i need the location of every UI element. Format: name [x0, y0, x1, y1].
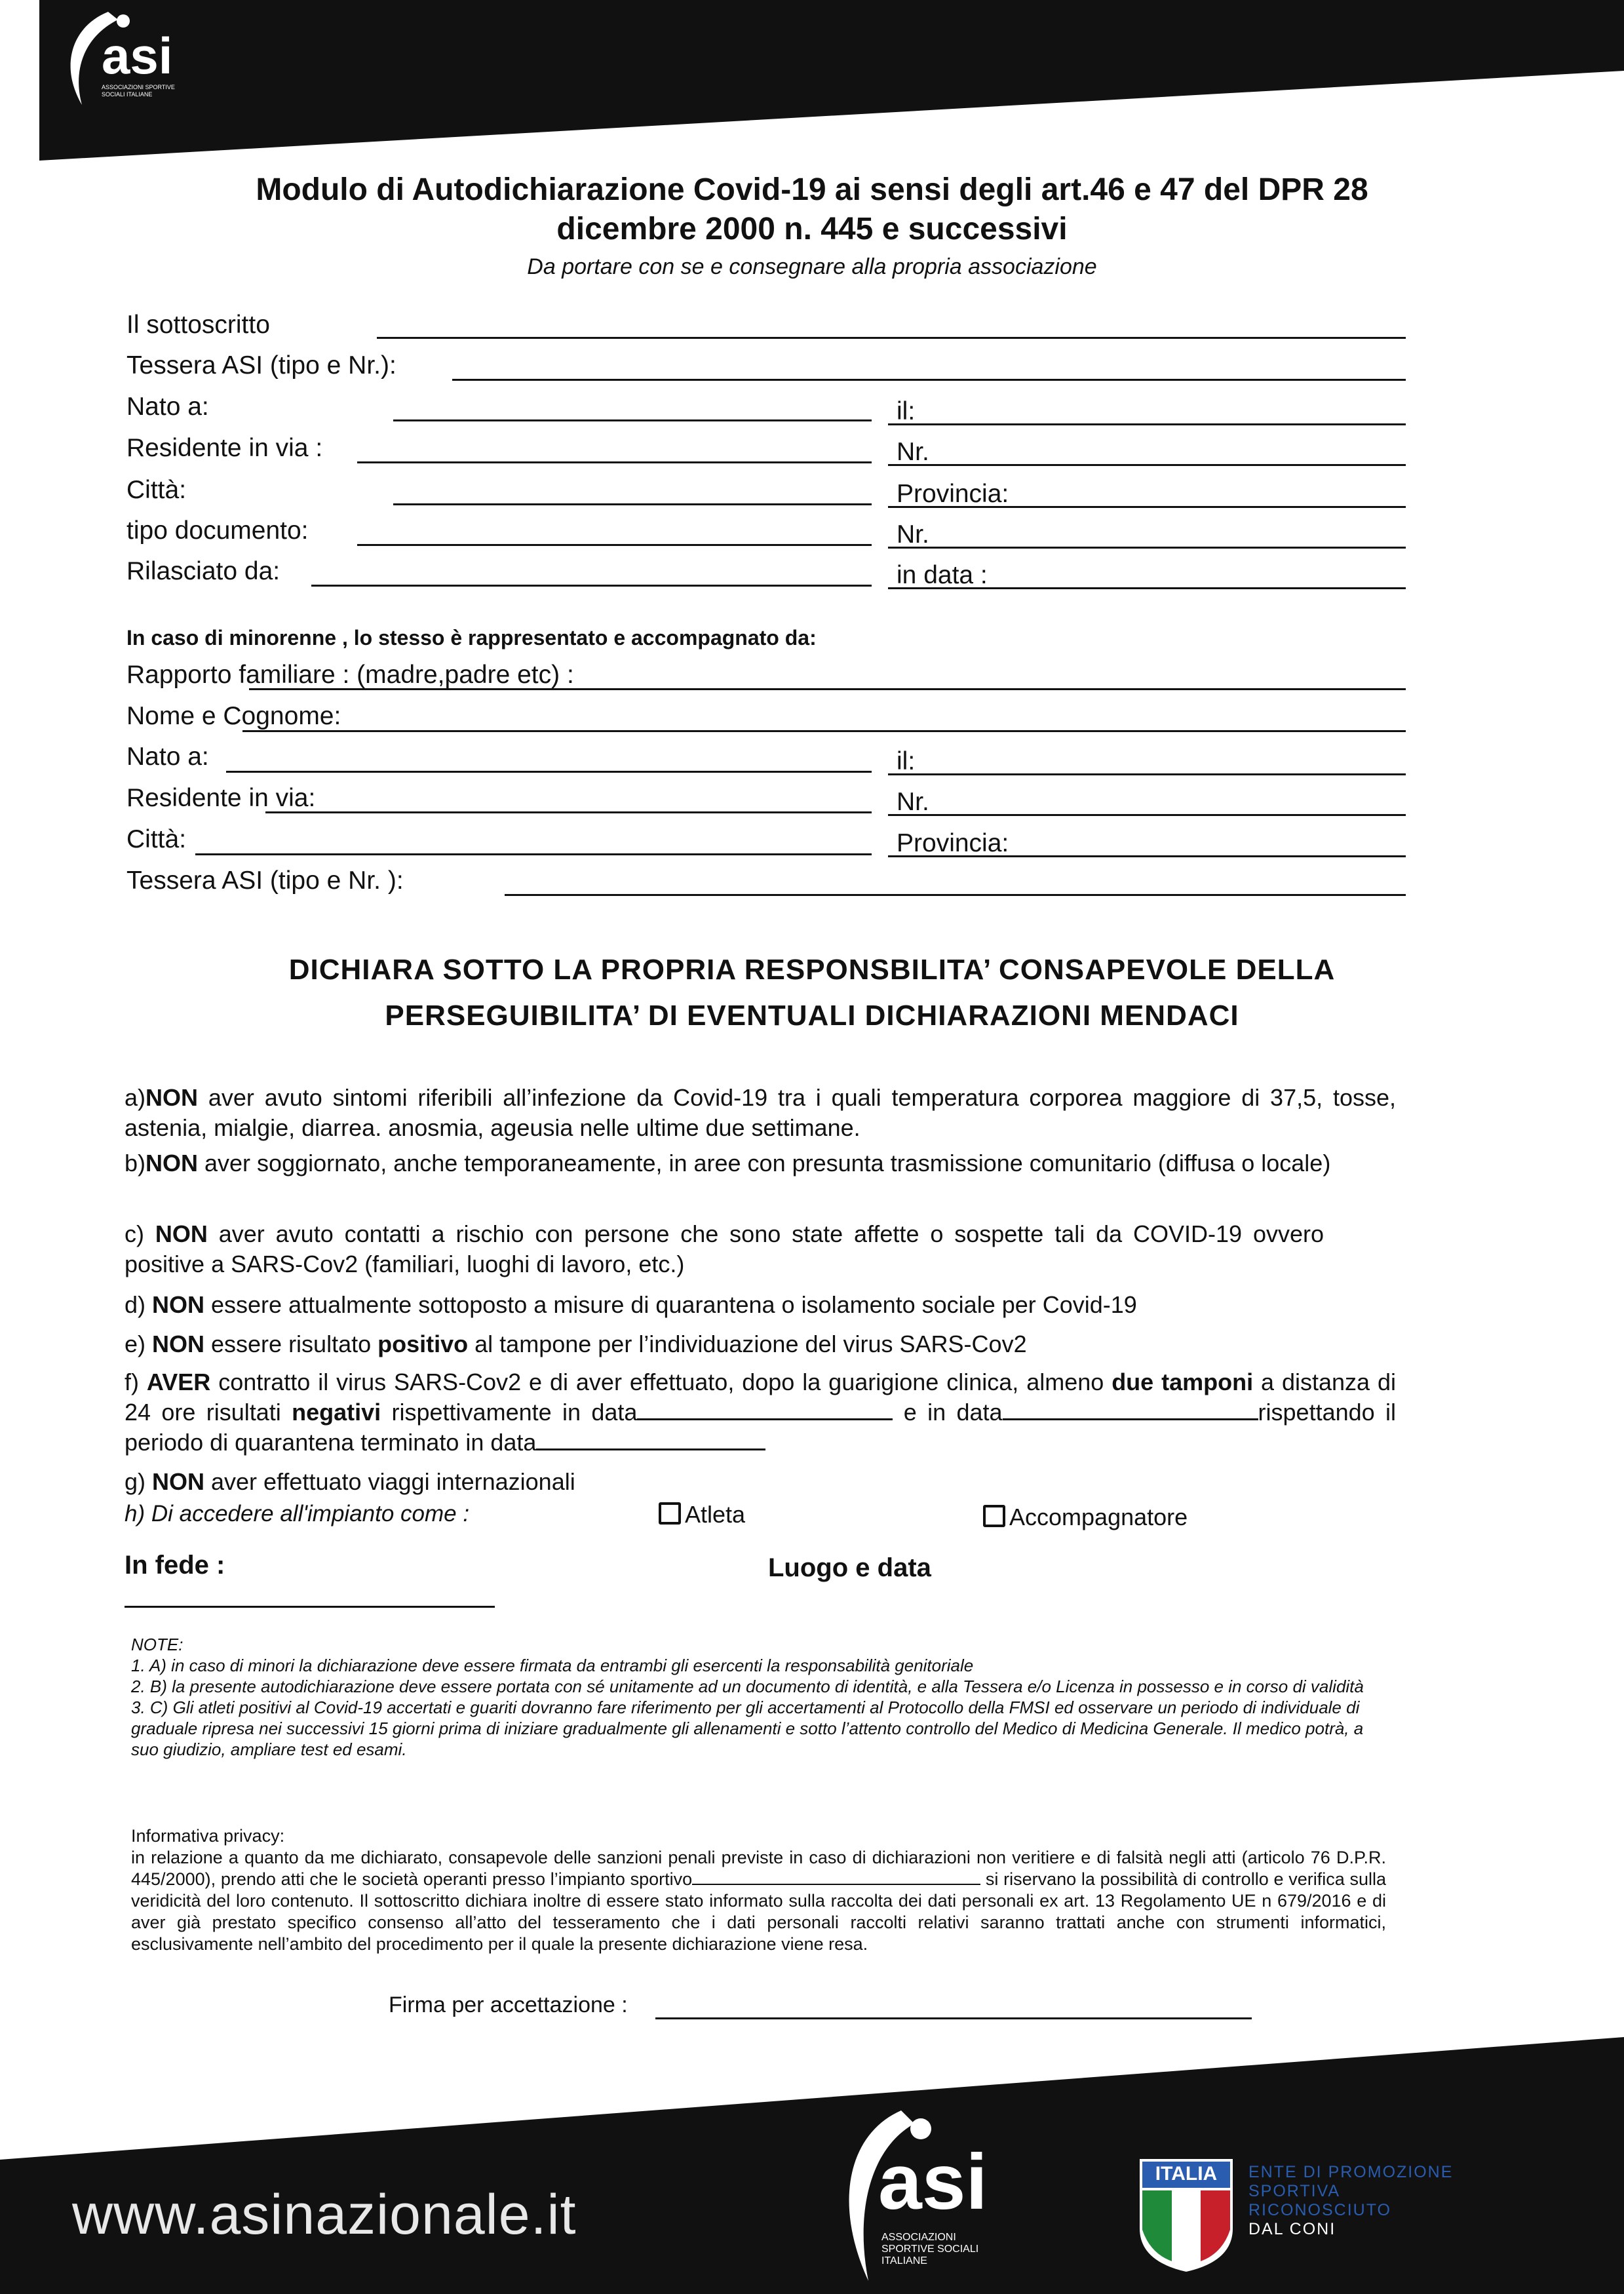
footer-url: www.asinazionale.it: [72, 2183, 577, 2246]
item-g-bold: NON: [152, 1468, 205, 1495]
item-d-text: essere attualmente sottoposto a misure di quarantena o isolamento sociale per Covid-19: [204, 1291, 1137, 1318]
field-nr-doc[interactable]: [888, 547, 1406, 549]
italia-shield: [1137, 2156, 1235, 2274]
header-logo-text: asi: [102, 27, 173, 85]
header-logo: [46, 7, 197, 118]
field-provincia[interactable]: [888, 506, 1406, 508]
field-tipo-documento[interactable]: [357, 544, 872, 546]
option-accompagnatore[interactable]: [983, 1504, 1188, 1531]
field-minor-nr[interactable]: [888, 814, 1406, 816]
form-title-line1: Modulo di Autodichiarazione Covid-19 ai sensi degli art.46 e 47 del DPR 28: [256, 172, 1368, 207]
field-f-date1[interactable]: [637, 1399, 893, 1420]
label-minor-tessera: Tessera ASI (tipo e Nr. ):: [126, 866, 404, 895]
privacy-text: [131, 1847, 1386, 1955]
item-f-bold2: due tamponi: [1112, 1369, 1254, 1395]
luogo-data-label: Luogo e data: [768, 1553, 931, 1582]
label-tessera: Tessera ASI (tipo e Nr.):: [126, 351, 396, 379]
field-f-date2[interactable]: [1003, 1399, 1258, 1420]
item-a-bold: NON: [145, 1084, 199, 1111]
label-in-data: in data :: [897, 561, 988, 589]
item-g-text: aver effettuato viaggi internazionali: [204, 1468, 575, 1495]
label-rilasciato: Rilasciato da:: [126, 557, 280, 585]
header-band: [0, 0, 1624, 161]
item-c-text: aver avuto contatti a rischio con persone che sono state affette o sospette tali da COVID-19 ovvero positive a SARS-Cov2 (familiari, luoghi di lavoro, etc.): [125, 1220, 1324, 1277]
ente-text: [1248, 2163, 1453, 2239]
item-a-letter: a): [125, 1084, 146, 1111]
label-il: il:: [897, 397, 916, 425]
item-e: [125, 1329, 1396, 1359]
firma-line[interactable]: [655, 2017, 1252, 2019]
label-rapporto: Rapporto familiare : (madre,padre etc) :: [126, 661, 574, 689]
field-il[interactable]: [888, 423, 1406, 425]
item-f-text2: a distanza di 24 ore risultati: [125, 1369, 1396, 1426]
label-residente: Residente in via :: [126, 434, 323, 462]
item-f-text5: rispettando il periodo di quarantena terminato in data: [125, 1399, 1397, 1456]
in-fede-label: In fede :: [125, 1551, 225, 1580]
item-b: [125, 1148, 1396, 1178]
ente-line3: RICONOSCIUTO: [1248, 2201, 1391, 2219]
field-minor-il[interactable]: [888, 773, 1406, 775]
note-2: 2. B) la presente autodichiarazione deve essere portata con sé unitamente ad un documento di identità, e alla Tessera e/o Licenza in possesso e in corso di validità: [131, 1677, 1364, 1696]
label-minor-nato: Nato a:: [126, 743, 209, 771]
privacy-text2: si riservano la possibilità di controllo e verifica sulla veridicità del loro contenuto. Il sottoscritto dichiara inoltre di essere stato informato sulla raccolta dei dati personali ex art. 13 Regolamento UE n 679/2016 e di aver già prestato specifico consenso all’atto del tesseramento che i dati personali raccolti relativi saranno trattati anche con strumenti informatici, esclusivamente nell’ambito del procedimento per il quale la presente dichiarazione viene resa.: [131, 1869, 1386, 1954]
field-rapporto[interactable]: [249, 688, 1406, 690]
declaration-heading-line2: PERSEGUIBILITA’ DI EVENTUALI DICHIARAZIONI MENDACI: [385, 1000, 1239, 1032]
field-minor-provincia[interactable]: [888, 855, 1406, 857]
field-residente[interactable]: [357, 461, 872, 463]
field-minor-citta[interactable]: [195, 853, 872, 855]
field-sottoscritto[interactable]: [377, 337, 1406, 339]
item-c: [125, 1219, 1324, 1279]
privacy-text1: in relazione a quanto da me dichiarato, consapevole delle sanzioni penali previste in caso di dichiarazioni non veritiere e di falsità negli atti (articolo 76 D.P.R. 445/2000), prendo atti che le società operanti presso l’impianto sportivo: [131, 1848, 1386, 1889]
note-1: 1. A) in caso di minori la dichiarazione deve essere firmata da entrambi gli esercenti la responsabilità genitoriale: [131, 1656, 974, 1675]
footer-logo-text: asi: [878, 2138, 988, 2226]
label-sottoscritto: Il sottoscritto: [126, 311, 270, 339]
field-minor-tessera[interactable]: [505, 894, 1406, 896]
label-provincia: Provincia:: [897, 480, 1009, 508]
item-c-bold: NON: [155, 1220, 208, 1247]
note-3: 3. C) Gli atleti positivi al Covid-19 accertati e guariti dovranno fare riferimento per gli accertamenti al Protocollo della FMSI ed osservare un periodo di individuale di graduale ripresa nei successivi 15 giorni prima di iniziare gradualmente gli allenamenti e sotto l’attento controllo del Medico di Medicina Generale. Il medico potrà, a suo giudizio, ampliare test ed esami.: [131, 1698, 1364, 1759]
field-minor-residente[interactable]: [265, 811, 872, 813]
field-citta[interactable]: [393, 503, 872, 505]
header-logo-sub: ASSOCIAZIONI SPORTIVE SOCIALI ITALIANE: [102, 84, 175, 98]
form-title-line2: dicembre 2000 n. 445 e successivi: [556, 212, 1068, 246]
item-b-letter: b): [125, 1150, 146, 1176]
item-e-bold2: positivo: [377, 1331, 469, 1357]
checkbox-icon[interactable]: [983, 1505, 1005, 1527]
field-tessera[interactable]: [452, 379, 1406, 381]
minor-heading: In caso di minorenne , lo stesso è rappresentato e accompagnato da:: [126, 626, 817, 650]
label-minor-residente: Residente in via:: [126, 784, 316, 812]
item-h-text: h) Di accedere all'impianto come :: [125, 1501, 470, 1526]
item-f-text4: e in data: [893, 1399, 1003, 1426]
field-impianto[interactable]: [692, 1869, 980, 1885]
label-nr-doc: Nr.: [897, 520, 929, 549]
signature-line[interactable]: [125, 1606, 495, 1608]
field-nr[interactable]: [888, 464, 1406, 466]
label-citta: Città:: [126, 476, 187, 504]
item-d: [125, 1290, 1396, 1320]
checkbox-icon[interactable]: [659, 1502, 681, 1525]
option-atleta-label: Atleta: [685, 1501, 746, 1528]
declaration-heading-line1: DICHIARA SOTTO LA PROPRIA RESPONSBILITA’ CONSAPEVOLE DELLA: [288, 954, 1336, 986]
item-d-letter: d): [125, 1291, 153, 1318]
label-minor-provincia: Provincia:: [897, 829, 1009, 857]
label-tipo-documento: tipo documento:: [126, 516, 309, 545]
label-nr: Nr.: [897, 438, 929, 466]
item-g: [125, 1467, 1396, 1497]
item-e-text1: essere risultato: [204, 1331, 378, 1357]
item-e-bold: NON: [152, 1331, 205, 1357]
item-f-bold: AVER: [146, 1369, 211, 1395]
item-g-letter: g): [125, 1468, 153, 1495]
item-e-text2: al tampone per l’individuazione del virus SARS-Cov2: [468, 1331, 1027, 1357]
item-b-text: aver soggiornato, anche temporaneamente, in aree con presunta trasmissione comunitario (diffusa o locale): [198, 1150, 1331, 1176]
item-a: [125, 1083, 1396, 1143]
form-subtitle: Da portare con se e consegnare alla propria associazione: [527, 254, 1097, 279]
notes-title: NOTE:: [131, 1635, 184, 1654]
footer-logo-sub: ASSOCIAZIONI SPORTIVE SOCIALI ITALIANE: [881, 2232, 979, 2266]
item-a-text: aver avuto sintomi riferibili all’infezione da Covid-19 tra i quali temperatura corporea maggiore di 37,5, tosse, astenia, mialgie, diarrea. anosmia, ageusia nelle ultime due settimane.: [125, 1084, 1396, 1141]
privacy-title: Informativa privacy:: [131, 1826, 285, 1846]
field-minor-nato[interactable]: [226, 771, 872, 773]
item-c-letter: c): [125, 1220, 155, 1247]
label-minor-il: il:: [897, 747, 916, 775]
field-f-date3[interactable]: [536, 1429, 765, 1450]
italia-text: ITALIA: [1155, 2163, 1218, 2185]
field-rilasciato[interactable]: [311, 585, 872, 587]
label-nome-cognome: Nome e Cognome:: [126, 702, 341, 730]
item-b-bold: NON: [145, 1150, 199, 1176]
ente-line4: DAL CONI: [1248, 2220, 1336, 2238]
item-f: [125, 1367, 1396, 1458]
footer-band: [0, 2025, 1624, 2294]
privacy-block: [131, 1825, 1386, 1955]
label-minor-citta: Città:: [126, 825, 187, 853]
option-atleta[interactable]: [659, 1501, 745, 1528]
field-nome-cognome[interactable]: [242, 730, 1406, 732]
item-d-bold: NON: [152, 1291, 205, 1318]
notes-block: [131, 1634, 1376, 1760]
item-f-text1: contratto il virus SARS-Cov2 e di aver effettuato, dopo la guarigione clinica, almeno: [210, 1369, 1112, 1395]
option-accompagnatore-label: Accompagnatore: [1009, 1504, 1188, 1530]
item-f-bold3: negativi: [292, 1399, 381, 1426]
field-nato[interactable]: [393, 419, 872, 421]
label-nato: Nato a:: [126, 393, 209, 421]
firma-label: Firma per accettazione :: [389, 1993, 628, 2017]
item-f-text3: rispettivamente in data: [381, 1399, 638, 1426]
item-e-letter: e): [125, 1331, 153, 1357]
ente-line1: ENTE DI PROMOZIONE: [1248, 2163, 1454, 2181]
field-in-data[interactable]: [888, 587, 1406, 589]
footer-logo: [816, 2104, 1013, 2287]
label-minor-nr: Nr.: [897, 788, 929, 816]
ente-line2: SPORTIVA: [1248, 2182, 1341, 2200]
item-f-letter: f): [125, 1369, 147, 1395]
